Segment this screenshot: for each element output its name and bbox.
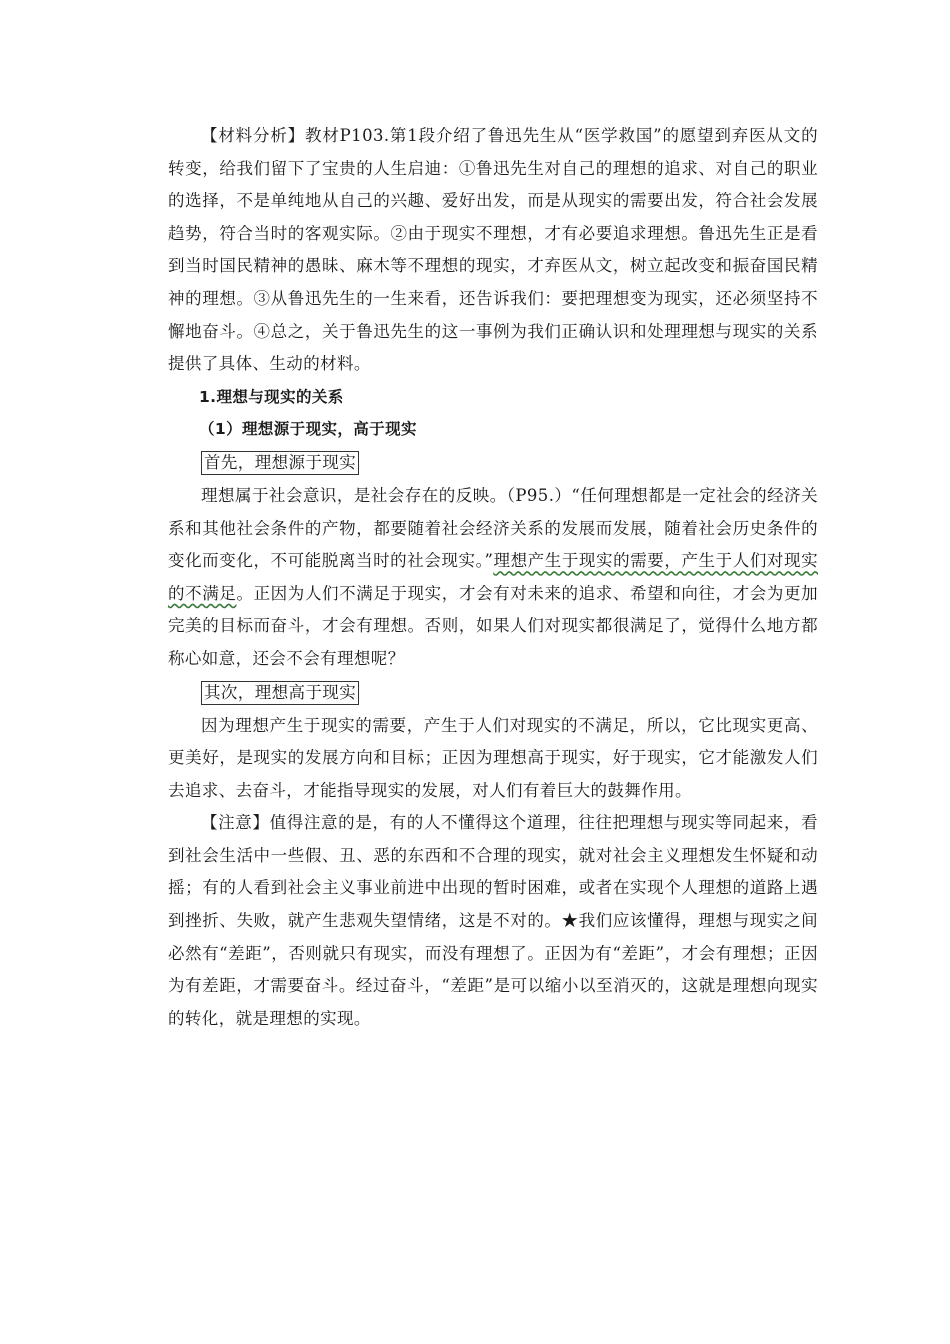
paragraph-ideal-from-reality xyxy=(168,480,818,676)
paragraph-text: 。正因为人们不满足于现实，才会有对未来的追求、希望和向往，才会为更加完美的目标而奋斗，才会有理想。否则，如果人们对现实都很满足了，觉得什么地方都称心如意，还会不会有理想呢？ xyxy=(168,583,818,668)
boxed-heading-first xyxy=(201,448,818,478)
note-paragraph xyxy=(168,807,818,1035)
material-analysis-tag: 【材料分析】 xyxy=(201,126,305,145)
document-body xyxy=(168,120,818,1035)
paragraph-text: 理想属于社会意识，是社会存在的反映。（P95.）“任何理想都是一定社会的经济关系和其他社会条件的产物，都要随着社会经济关系的发展而发展，随着社会历史条件的变化而变化，不可能脱离当时的社会现实。” xyxy=(168,485,818,571)
boxed-label: 首先，理想源于现实 xyxy=(201,451,359,475)
material-analysis-paragraph xyxy=(168,120,818,381)
subsection-heading: （1）理想源于现实，高于现实 xyxy=(199,420,417,439)
boxed-heading-second xyxy=(201,678,818,708)
paragraph-ideal-above-reality: 因为理想产生于现实的需要，产生于人们对现实的不满足，所以，它比现实更高、更美好，是现实的发展方向和目标；正因为理想高于现实，好于现实，它才能激发人们去追求、去奋斗，才能指导现实的发展，对人们有着巨大的鼓舞作用。 xyxy=(168,715,818,800)
material-analysis-text: 教材P103.第1段介绍了鲁迅先生从“医学救国”的愿望到弃医从文的转变，给我们留下了宝贵的人生启迪：①鲁迅先生对自己的理想的追求、对自己的职业的选择，不是单纯地从自己的兴趣、爱好出发，而是从现实的需要出发，符合社会发展趋势，符合当时的客观实际。②由于现实不理想，才有必要追求理想。鲁迅先生正是看到当时国民精神的愚昧、麻木等不理想的现实，才弃医从文，树立起改变和振奋国民精神的理想。③从鲁迅先生的一生来看，还告诉我们：要把理想变为现实，还必须坚持不懈地奋斗。④总之，关于鲁迅先生的这一事例为我们正确认识和处理理想与现实的关系提供了具体、生动的材料。 xyxy=(168,126,818,374)
note-tag: 【注意】 xyxy=(201,813,270,833)
wavy-underlined-text: 理想产生于现实的需要，产生于人们对现实的不满足 xyxy=(168,551,818,603)
section-heading: 1.理想与现实的关系 xyxy=(199,387,344,406)
boxed-label: 其次，理想高于现实 xyxy=(201,681,359,705)
note-text: 值得注意的是，有的人不懂得这个道理，往往把理想与现实等同起来，看到社会生活中一些假、丑、恶的东西和不合理的现实，就对社会主义理想发生怀疑和动摇；有的人看到社会主义事业前进中出现的暂时困难，或者在实现个人理想的道路上遇到挫折、失败，就产生悲观失望情绪，这是不对的。★我们应该懂得，理想与现实之间必然有“差距”，否则就只有现实，而没有理想了。正因为有“差距”，才会有理想；正因为有差距，才需要奋斗。经过奋斗，“差距”是可以缩小以至消灭的，这就是理想向现实的转化，就是理想的实现。 xyxy=(168,813,818,1028)
